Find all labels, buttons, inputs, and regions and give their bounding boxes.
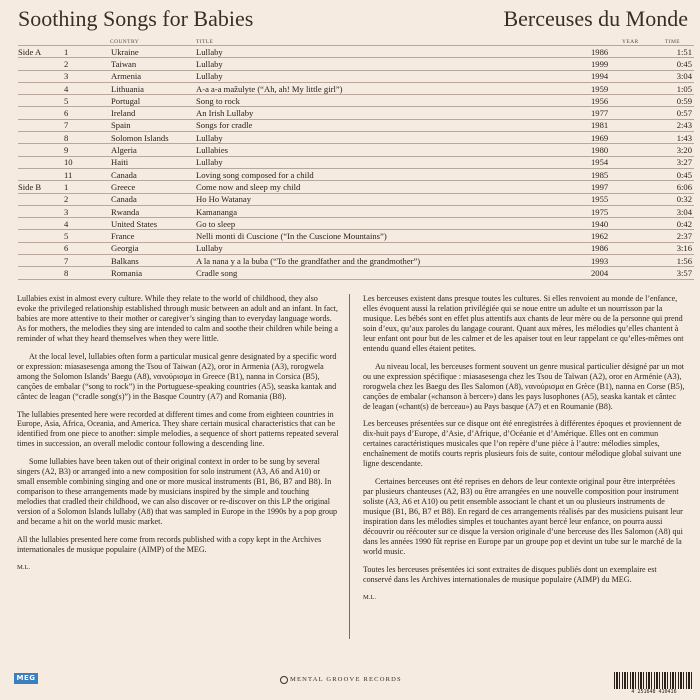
track-country: Ukraine: [111, 46, 196, 58]
track-number: 3: [63, 205, 111, 217]
track-country: Algeria: [111, 144, 196, 156]
paragraph: Lullabies exist in almost every culture. While they relate to the world of childhood, they also evoke the privileged relationship established through music between an adult and an infant. In fact, babies are more attentive to their mother or caregiver’s singing than to everyday language words. As for mothers, the melodies they sing are intended to calm and soothe their children while being a reminder of what they heard themselves when they were little.: [17, 294, 338, 343]
track-side: [18, 70, 63, 82]
track-side: [18, 82, 63, 94]
track-year: 1980: [591, 144, 631, 156]
barcode-number: 4 251648 410416: [614, 689, 694, 695]
track-time: 3:20: [631, 144, 694, 156]
paragraph: Les berceuses existent dans presque toutes les cultures. Si elles renvoient au monde de l’enfance, elles évoquent aussi la relation privilégiée qui se noue entre un adulte et un nourrisson par la musique. Les bébés sont en effet plus attentifs aux chants de leur mère ou de la personne qui prend soin d’eux, qu’aux paroles du langage courant. Quant aux mères, les mélodies qu’elles chantent à leur enfant ont pour but de les calmer et de les apaiser tout en leur rappelant ce qu’elles-mêmes ont entendu quand elles étaient petites.: [363, 294, 684, 353]
track-title: Lullaby: [196, 58, 591, 70]
track-country: Balkans: [111, 255, 196, 267]
track-side: [18, 107, 63, 119]
author-initials: M.L.: [17, 563, 30, 571]
track-year: 1985: [591, 168, 631, 180]
track-country: Spain: [111, 119, 196, 131]
track-country: Solomon Islands: [111, 132, 196, 144]
track-country: Canada: [111, 193, 196, 205]
track-side: [18, 218, 63, 230]
track-year: 1954: [591, 156, 631, 168]
track-title: Lullaby: [196, 70, 591, 82]
track-title: Lullaby: [196, 46, 591, 58]
paragraph: Certaines berceuses ont été reprises en dehors de leur contexte original pour être interprétées par plusieurs chanteuses (A2, B3) ou être arrangées en une nouvelle composition pour instrument soliste (A3, A6 et A10) ou petit ensemble associant le chant et un ou plusieurs instruments de musique (B1, B6, B7 et B8). En regard de ces arrangements réalisés par des musiciens puisant leur inspiration dans les mélodies simples et touchantes ayant bercé leur enfance, on pourra aussi découvrir ou réécouter sur ce disque la version originale d’une berceuse des Iles Salomon (A8) qui dans les années 1990 fût reprise en Europe par un groupe pop et devint un tube sur le marché de la world music.: [363, 477, 683, 556]
track-side: [18, 58, 63, 70]
table-row: [18, 181, 694, 193]
track-title: Loving song composed for a child: [196, 168, 591, 180]
track-year: 1956: [591, 95, 631, 107]
track-time: 1:43: [631, 132, 694, 144]
track-time: 0:57: [631, 107, 694, 119]
track-title: Come now and sleep my child: [196, 181, 591, 193]
track-year: 1959: [591, 82, 631, 94]
track-number: 3: [63, 70, 111, 82]
track-number: 10: [63, 156, 111, 168]
track-year: 1969: [591, 132, 631, 144]
track-country: Portugal: [111, 95, 196, 107]
table-row: [18, 193, 694, 205]
track-time: 0:59: [631, 95, 694, 107]
track-year: 1981: [591, 119, 631, 131]
track-side: [18, 205, 63, 217]
table-row: [18, 218, 694, 230]
track-time: 3:57: [631, 267, 694, 279]
track-number: 6: [63, 242, 111, 254]
table-row: [18, 82, 694, 94]
track-title: Nelli monti di Cuscione (“In the Cuscione Mountains”): [196, 230, 591, 242]
track-country: Ireland: [111, 107, 196, 119]
track-title: Lullaby: [196, 132, 591, 144]
track-side: Side B: [18, 181, 63, 193]
track-time: 3:27: [631, 156, 694, 168]
track-year: 1975: [591, 205, 631, 217]
track-time: 2:37: [631, 230, 694, 242]
track-country: Romania: [111, 267, 196, 279]
track-year: 1962: [591, 230, 631, 242]
track-country: Georgia: [111, 242, 196, 254]
track-year: 1994: [591, 70, 631, 82]
track-title: Ho Ho Watanay: [196, 193, 591, 205]
track-country: Lithuania: [111, 82, 196, 94]
label-icon: [280, 676, 288, 684]
track-side: [18, 267, 63, 279]
paragraph: All the lullabies presented here come from records published with a copy kept in the Archives internationales de musique populaire (AIMP) of the MEG.: [17, 535, 322, 554]
column-country: COUNTRY: [110, 39, 140, 45]
track-year: 2004: [591, 267, 631, 279]
track-number: 7: [63, 255, 111, 267]
track-title: Cradle song: [196, 267, 591, 279]
table-row: [18, 242, 694, 254]
track-time: 0:45: [631, 58, 694, 70]
track-side: [18, 95, 63, 107]
track-number: 7: [63, 119, 111, 131]
track-number: 1: [63, 46, 111, 58]
track-year: 1999: [591, 58, 631, 70]
track-side: [18, 242, 63, 254]
track-title: A la nana y a la buba (“To the grandfather and the grandmother”): [196, 255, 591, 267]
track-side: Side A: [18, 46, 63, 58]
table-row: [18, 132, 694, 144]
track-time: 0:42: [631, 218, 694, 230]
track-number: 8: [63, 267, 111, 279]
table-row: [18, 255, 694, 267]
table-row: [18, 107, 694, 119]
track-side: [18, 193, 63, 205]
track-year: 1986: [591, 242, 631, 254]
track-time: 0:45: [631, 168, 694, 180]
track-year: 1986: [591, 46, 631, 58]
track-title: Go to sleep: [196, 218, 591, 230]
track-number: 9: [63, 144, 111, 156]
track-number: 11: [63, 168, 111, 180]
liner-notes-french: [363, 294, 685, 611]
track-time: 2:43: [631, 119, 694, 131]
track-country: Rwanda: [111, 205, 196, 217]
table-row: [18, 267, 694, 279]
table-row: [18, 230, 694, 242]
track-title: Songs for cradle: [196, 119, 591, 131]
paragraph: The lullabies presented here were recorded at different times and come from eighteen countries in Europe, Asia, Africa, Oceania, and America. They share certain musical characteristics that can be identified from one piece to another: simple melodies, a sequence of short patterns repeated several times in succession, an overall melodic contour following a descending line.: [17, 409, 339, 449]
track-time: 0:32: [631, 193, 694, 205]
track-side: [18, 144, 63, 156]
track-country: France: [111, 230, 196, 242]
column-divider: [349, 294, 350, 639]
track-number: 4: [63, 218, 111, 230]
track-country: Greece: [111, 181, 196, 193]
track-side: [18, 156, 63, 168]
track-number: 2: [63, 58, 111, 70]
meg-logo: MEG: [14, 673, 38, 684]
track-title: Lullaby: [196, 156, 591, 168]
paragraph: Some lullabies have been taken out of their original context in order to be sung by several singers (A2, B3) or arranged into a new composition for solo instrument (A3, A6 and A10) or small ensemble combining singing and one or more musical instruments (B1, B6, B7 and B8). In comparison to these arrangements made by musicians inspired by the simple and touching melodies that cradled their childhood, we can also discover or re-discover on this LP the original version of a Solomon Islands lullaby (A8) that was sampled in Europe in the 1990s by a pop group and became a hit on the world music market.: [17, 457, 338, 527]
table-row: [18, 58, 694, 70]
track-time: 6:06: [631, 181, 694, 193]
table-row: [18, 70, 694, 82]
track-number: 2: [63, 193, 111, 205]
track-time: 1:56: [631, 255, 694, 267]
track-number: 8: [63, 132, 111, 144]
paragraph: At the local level, lullabies often form a particular musical genre designated by a specific word or expression: miasasesenga among the Tsou of Taiwan (A2), oror in Armenia (A3), rorogwela among the Solomon Islands’ Baegu (A8), νανούρισμα in Greece (B1), nanna in Corsica (B5), canções de embalar (“song to rock”) in the Portuguese-speaking countries (A5), seaska kantak and cântec de leagan (“cradle song(s)”) in the Basque Country (A7) and Romania (B8).: [17, 351, 337, 401]
column-title: TITLE: [196, 39, 214, 45]
track-side: [18, 255, 63, 267]
track-number: 5: [63, 230, 111, 242]
track-title: Song to rock: [196, 95, 591, 107]
track-year: 1997: [591, 181, 631, 193]
liner-notes-english: [17, 294, 339, 581]
track-number: 5: [63, 95, 111, 107]
track-country: United States: [111, 218, 196, 230]
track-number: 6: [63, 107, 111, 119]
track-number: 4: [63, 82, 111, 94]
author-initials: M.L.: [363, 593, 376, 601]
table-row: [18, 119, 694, 131]
track-side: [18, 230, 63, 242]
track-title: An Irish Lullaby: [196, 107, 591, 119]
paragraph: Toutes les berceuses présentées ici sont extraites de disques publiés dont un exemplaire est conservé dans les Archives internationales de musique populaire (AIMP) du MEG.: [363, 564, 657, 584]
table-row: [18, 46, 694, 58]
table-row: [18, 168, 694, 180]
track-title: Kamananga: [196, 205, 591, 217]
track-year: 1977: [591, 107, 631, 119]
column-time: TIME: [665, 39, 681, 45]
track-number: 1: [63, 181, 111, 193]
track-time: 3:04: [631, 205, 694, 217]
track-title: A-a a-a mažulyte (“Ah, ah! My little girl”): [196, 82, 591, 94]
track-side: [18, 168, 63, 180]
paragraph: Les berceuses présentées sur ce disque ont été enregistrées à différentes époques et proviennent de dix-huit pays d’Europe, d’Asie, d’Afrique, d’Océanie et d’Amérique. Elles ont en commun certaines caractéristiques musicales que l’on repère d’une pièce à l’autre: mélodies simples, enchaînement de motifs courts repris plusieurs fois de suite, contour mélodique global suivant une ligne descendante.: [363, 419, 682, 469]
barcode: [614, 672, 694, 694]
album-title-french: Berceuses du Monde: [503, 6, 688, 31]
track-year: 1993: [591, 255, 631, 267]
track-country: Canada: [111, 168, 196, 180]
table-row: [18, 205, 694, 217]
track-side: [18, 132, 63, 144]
album-title-english: Soothing Songs for Babies: [18, 6, 254, 31]
table-row: [18, 144, 694, 156]
table-row: [18, 95, 694, 107]
track-country: Haiti: [111, 156, 196, 168]
tracklist-table: [18, 45, 694, 280]
track-title: Lullaby: [196, 242, 591, 254]
track-country: Taiwan: [111, 58, 196, 70]
track-time: 1:51: [631, 46, 694, 58]
record-label: MENTAL GROOVE RECORDS: [290, 676, 402, 683]
table-row: [18, 156, 694, 168]
track-country: Armenia: [111, 70, 196, 82]
paragraph: Au niveau local, les berceuses forment souvent un genre musical particulier désigné par un mot ou une expression spécifique : miasasesenga chez les Tsou de Taïwan (A2), oror en Arménie (A3), rorogwela chez les Baegu des Iles Salomon (A8), νανούρισμα en Grèce (B1), nanna en Corse (B5), canções de embalar («chanson à bercer») dans les pays lusophones (A5), seaska kantak et cântec de leagan («chant(s) de berceau») au Pays basque (A7) et en Roumanie (B8).: [363, 361, 685, 411]
track-time: 3:16: [631, 242, 694, 254]
track-time: 1:05: [631, 82, 694, 94]
track-year: 1955: [591, 193, 631, 205]
column-year: YEAR: [622, 39, 639, 45]
track-year: 1940: [591, 218, 631, 230]
track-time: 3:04: [631, 70, 694, 82]
track-side: [18, 119, 63, 131]
track-title: Lullabies: [196, 144, 591, 156]
